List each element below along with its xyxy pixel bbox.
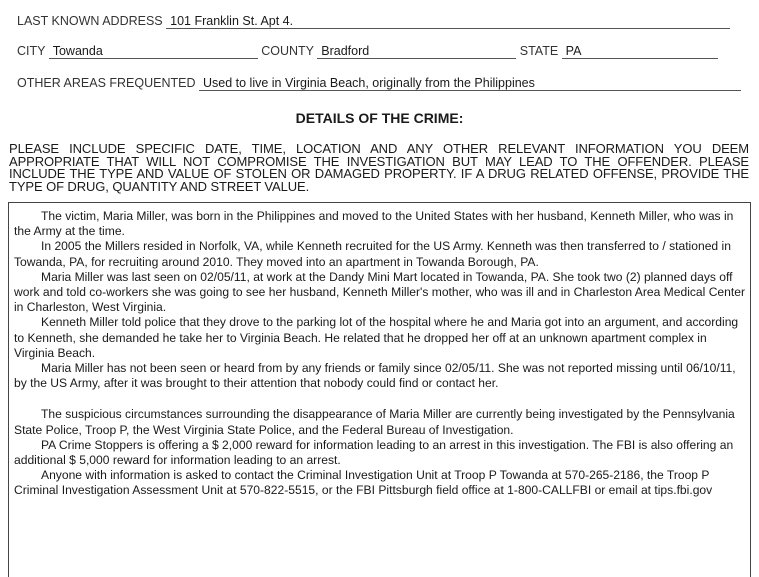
areas-field[interactable]: Used to live in Virginia Beach, originally from the Philippines [199, 76, 741, 91]
county-label: COUNTY [261, 44, 314, 58]
crime-details-textarea[interactable] [8, 202, 751, 577]
details-paragraph: Maria Miller has not been seen or heard from by any friends or family since 02/05/11. She was not reported missing until 06/10/11, by the US Army, after it was brought to their attention that nobody could find or contact her. [14, 361, 736, 391]
details-paragraph: Anyone with information is asked to contact the Criminal Investigation Unit at Troop P Towanda at 570-265-2186, the Troop P Criminal Investigation Assessment Unit at 570-822-5515, or the FBI Pittsburgh field office at 1-800-CALLFBI or email at tips.fbi.gov [14, 468, 713, 498]
county-field[interactable]: Bradford [317, 44, 516, 59]
address-row [17, 14, 755, 29]
details-paragraph: Kenneth Miller told police that they drove to the parking lot of the hospital where he and Maria got into an argument, and according to Kenneth, she demanded he take her to Virginia Beach. He related that he dropped her off at an unknown apartment complex in Virginia Beach. [14, 315, 739, 360]
location-row [17, 44, 755, 59]
details-paragraph: The victim, Maria Miller, was born in the Philippines and moved to the United States with her husband, Kenneth Miller, who was in the Army at the time. [14, 209, 734, 239]
address-field[interactable]: 101 Franklin St. Apt 4. [166, 14, 730, 29]
address-label: LAST KNOWN ADDRESS [17, 14, 163, 28]
areas-label: OTHER AREAS FREQUENTED [17, 76, 196, 90]
details-paragraph: PA Crime Stoppers is offering a $ 2,000 reward for information leading to an arrest in this investigation. The FBI is also offering an additional $ 5,000 reward for information leading to an arrest. [14, 437, 734, 468]
state-label: STATE [519, 44, 559, 58]
city-label: CITY [17, 44, 46, 58]
details-paragraph: The suspicious circumstances surrounding the disappearance of Maria Miller are currently being investigated by the Pennsylvania State Police, Troop P, the West Virginia State Police, and the Federal Bureau of Investigation. [14, 407, 735, 437]
details-paragraph: Maria Miller was last seen on 02/05/11, at work at the Dandy Mini Mart located in Towanda, PA. She took two (2) planned days off work and told co-workers she was going to see her husband, Kenneth Miller's mother, who was ill and in Charleston Area Medical Center in Charleston, West Virginia. [14, 269, 745, 315]
state-field[interactable]: PA [562, 44, 718, 59]
city-field[interactable]: Towanda [49, 44, 258, 59]
instructions-text: PLEASE INCLUDE SPECIFIC DATE, TIME, LOCATION AND ANY OTHER RELEVANT INFORMATION YOU DEEM APPROPRIATE THAT WILL NOT COMPROMISE THE INVESTIGATION BUT MAY LEAD TO THE OFFENDER. PLEASE INCLUDE THE TYPE AND VALUE OF STOLEN OR DAMAGED PROPERTY. IF A DRUG RELATED OFFENSE, PROVIDE THE TYPE OF DRUG, QUANTITY AND STREET VALUE. [9, 141, 749, 194]
details-paragraph: In 2005 the Millers resided in Norfolk, VA, while Kenneth recruited for the US Army. Kenneth was then transferred to / stationed in Towanda, PA, for recruiting around 2010. They moved into an apartment in Towanda Borough, PA. [14, 239, 731, 269]
areas-row [17, 76, 755, 91]
section-title: DETAILS OF THE CRIME: [295, 110, 464, 126]
